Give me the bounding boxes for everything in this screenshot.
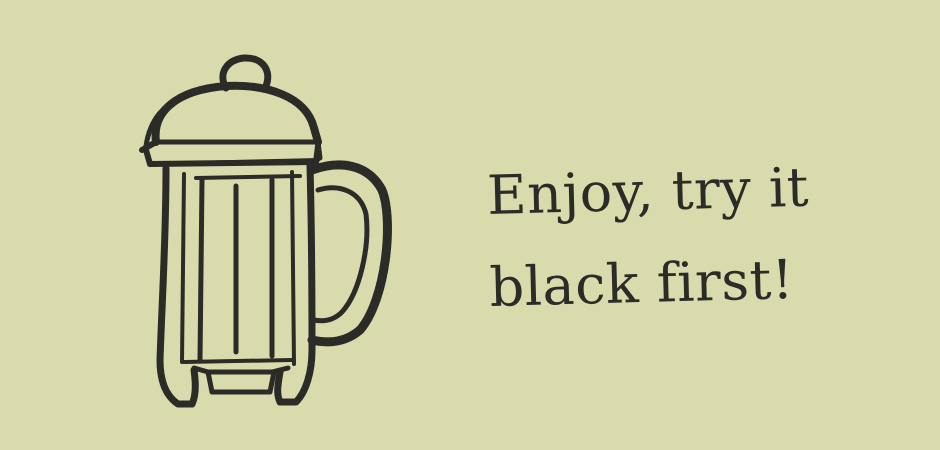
- lid: [142, 86, 320, 158]
- caption-line-1: Enjoy, try it: [486, 155, 810, 227]
- caption-line-2: black first!: [488, 247, 795, 319]
- rim: [146, 146, 318, 164]
- handle: [312, 165, 387, 342]
- carafe: [160, 166, 312, 404]
- caption: [486, 139, 911, 334]
